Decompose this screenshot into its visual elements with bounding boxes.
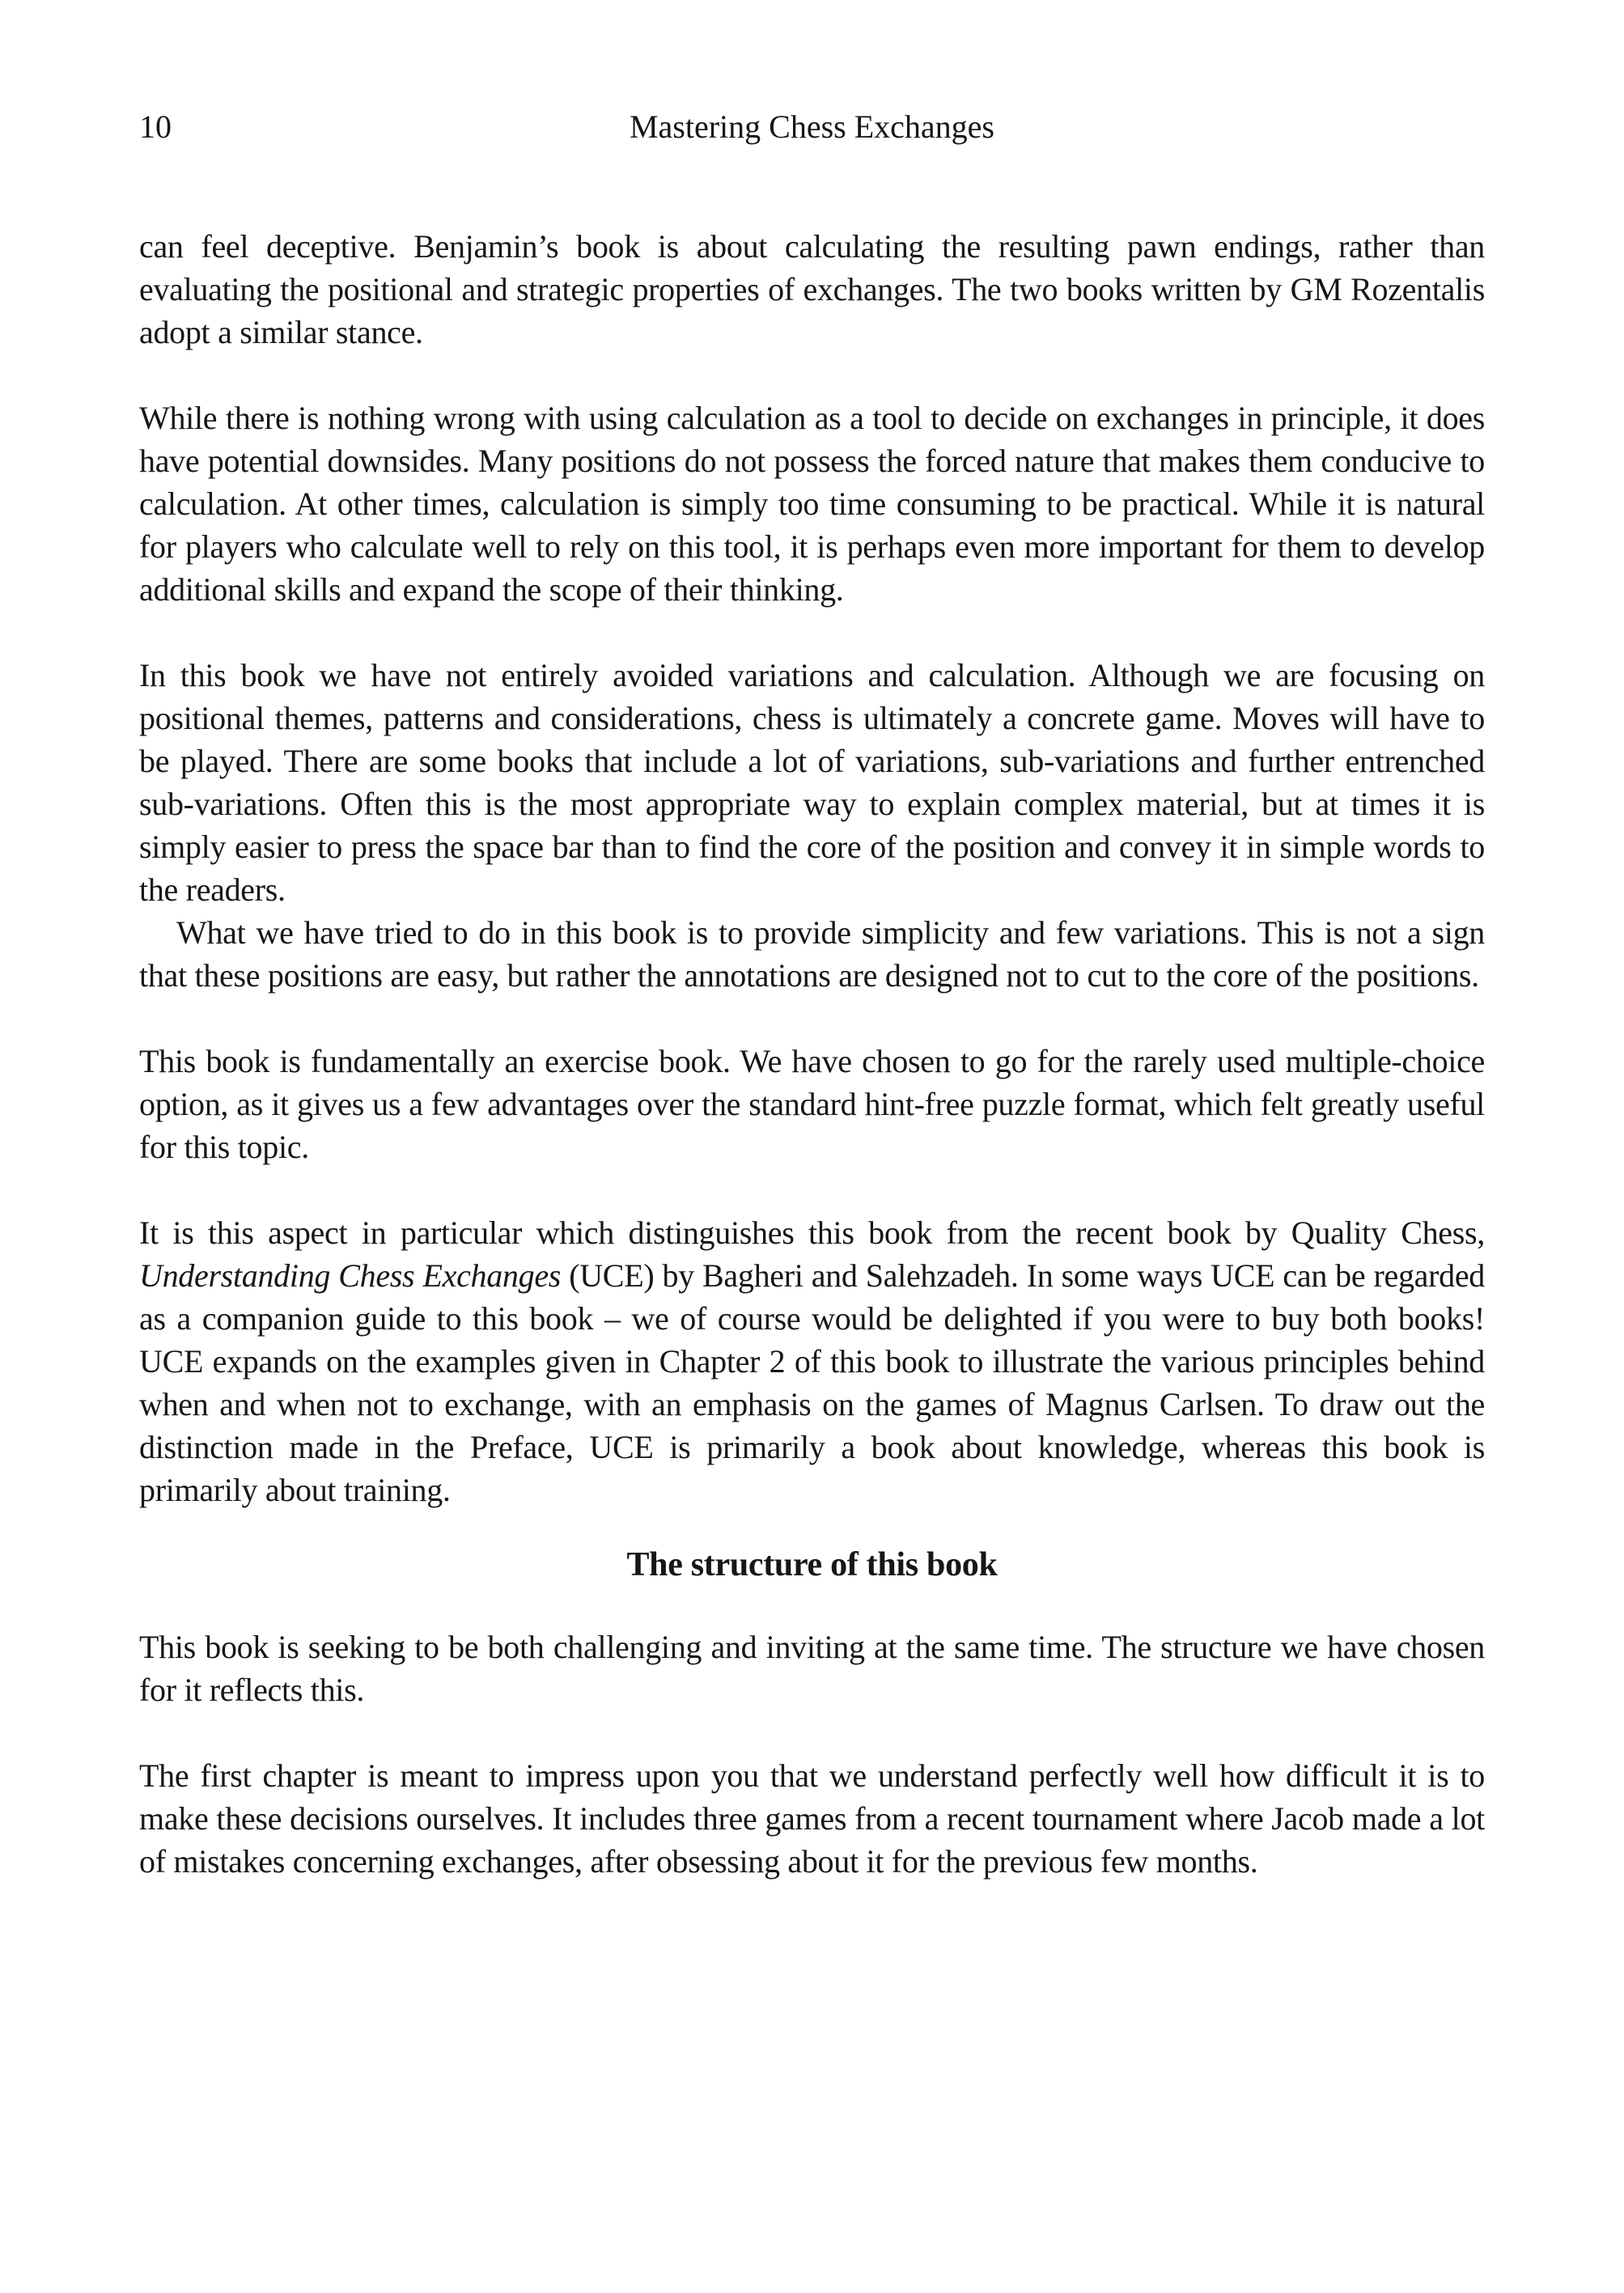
page-number: 10 bbox=[139, 108, 172, 145]
paragraph-indented: What we have tried to do in this book is to provide simplicity and few variations. This is not a sign that these positions are easy, but rather the annotations are designed not to cut to the core of the positions. bbox=[139, 914, 1485, 994]
section-heading: The structure of this book bbox=[626, 1546, 998, 1583]
paragraph: In this book we have not entirely avoided variations and calculation. Although we are focusing on positional themes, patterns and considerations, chess is ultimately a concrete game. Moves will have to be played. There are some books that include a lot of variations, sub-variations and further entrenched sub-variations. Often this is the most appropriate way to explain complex material, but at times it is simply easier to press the space bar than to find the core of the position and convey it in simple words to the readers. bbox=[139, 657, 1485, 908]
paragraph: This book is seeking to be both challenging and inviting at the same time. The structure we have chosen for it reflects this. bbox=[139, 1629, 1485, 1708]
paragraph-text: It is this aspect in particular which distinguishes this book from the recent book by Quality Chess, bbox=[139, 1214, 1485, 1251]
paragraph-text: (UCE) by Bagheri and Salehzadeh. In some ways UCE can be regarded as a companion guide to this book – we of course would be delighted if you were to buy both books! UCE expands on the examples given in Chapter 2 of this book to illustrate the various principles behind when and when not to exchange, with an emphasis on the games of Magnus Carlsen. To draw out the distinction made in the Preface, UCE is primarily a book about knowledge, whereas this book is primarily about training. bbox=[139, 1257, 1485, 1508]
paragraph bbox=[139, 1211, 1485, 1511]
paragraph-continuation: can feel deceptive. Benjamin’s book is about calculating the resulting pawn endings, rather than evaluating the positional and strategic properties of exchanges. The two books written by GM Rozentalis adopt a similar stance. bbox=[139, 228, 1485, 350]
paragraph: This book is fundamentally an exercise book. We have chosen to go for the rarely used multiple-choice option, as it gives us a few advantages over the standard hint-free puzzle format, which felt greatly useful for this topic. bbox=[139, 1043, 1485, 1165]
book-title-italic: Understanding Chess Exchanges bbox=[139, 1257, 562, 1294]
running-title: Mastering Chess Exchanges bbox=[629, 108, 994, 145]
body-text bbox=[139, 225, 1485, 1883]
paragraph: While there is nothing wrong with using calculation as a tool to decide on exchanges in principle, it does have potential downsides. Many positions do not possess the forced nature that makes them conducive to calculation. At other times, calculation is simply too time consuming to be practical. While it is natural for players who calculate well to rely on this tool, it is perhaps even more important for them to develop additional skills and expand the scope of their thinking. bbox=[139, 400, 1485, 608]
paragraph: The first chapter is meant to impress upon you that we understand perfectly well how difficult it is to make these decisions ourselves. It includes three games from a recent tournament where Jacob made a lot of mistakes concerning exchanges, after obsessing about it for the previous few months. bbox=[139, 1757, 1485, 1880]
page-header bbox=[139, 105, 1485, 148]
